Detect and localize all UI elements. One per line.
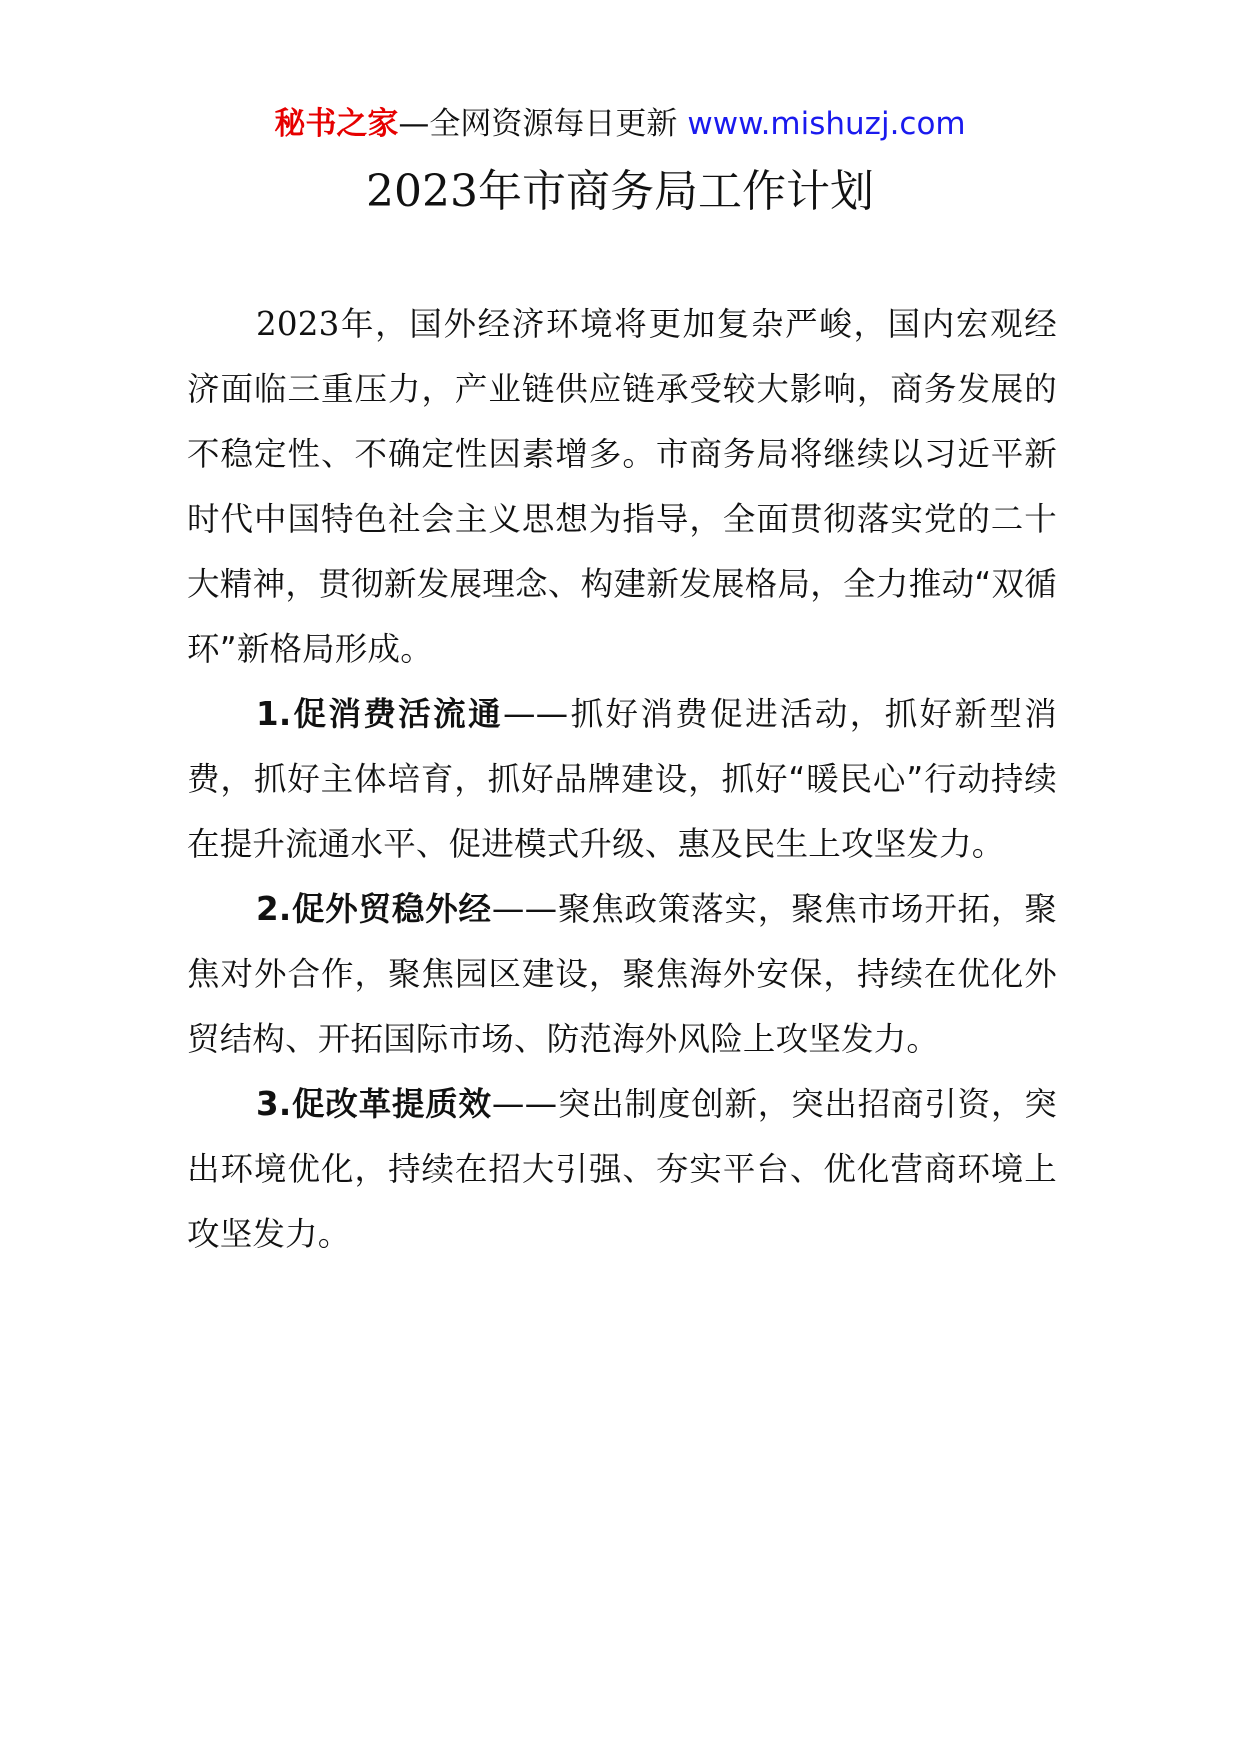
plan-item-1-text: ——抓好消费促进活动，抓好新型消费，抓好主体培育，抓好品牌建设，抓好“暖民心”行动持续在提升流通水平、促进模式升级、惠及民生上攻坚发力。 xyxy=(187,695,1058,863)
plan-item-1 xyxy=(187,682,1057,877)
plan-item-2-heading: 2.促外贸稳外经 xyxy=(256,890,492,928)
plan-item-2-text: ——聚焦政策落实，聚焦市场开拓，聚焦对外合作，聚焦园区建设，聚焦海外安保，持续在优化外贸结构、开拓国际市场、防范海外风险上攻坚发力。 xyxy=(187,890,1058,1058)
plan-item-3 xyxy=(187,1072,1057,1267)
intro-text: 年，国外经济环境将更加复杂严峻，国内宏观经济面临三重压力，产业链供应链承受较大影响，商务发展的不稳定性、不确定性因素增多。市商务局将继续以习近平新时代中国特色社会主义思想为指导，全面贯彻落实党的二十大精神，贯彻新发展理念、构建新发展格局，全力推动“双循环”新格局形成。 xyxy=(187,305,1057,668)
site-header xyxy=(0,102,1240,146)
site-brand: 秘书之家 xyxy=(274,106,399,142)
plan-item-2 xyxy=(187,877,1057,1072)
document-body xyxy=(187,292,1057,1267)
document-title xyxy=(0,160,1240,224)
site-url-link[interactable]: www.mishuzj.com xyxy=(687,106,966,142)
title-year: 2023 xyxy=(366,166,478,217)
title-text: 年市商务局工作计划 xyxy=(477,166,874,217)
plan-item-3-text: ——突出制度创新，突出招商引资，突出环境优化，持续在招大引强、夯实平台、优化营商环境上攻坚发力。 xyxy=(187,1085,1058,1253)
plan-item-3-heading: 3.促改革提质效 xyxy=(256,1085,492,1123)
site-tagline: —全网资源每日更新 xyxy=(398,106,678,142)
plan-item-1-heading: 1.促消费活流通 xyxy=(256,695,503,733)
intro-year: 2023 xyxy=(256,305,340,343)
intro-paragraph xyxy=(187,292,1057,682)
